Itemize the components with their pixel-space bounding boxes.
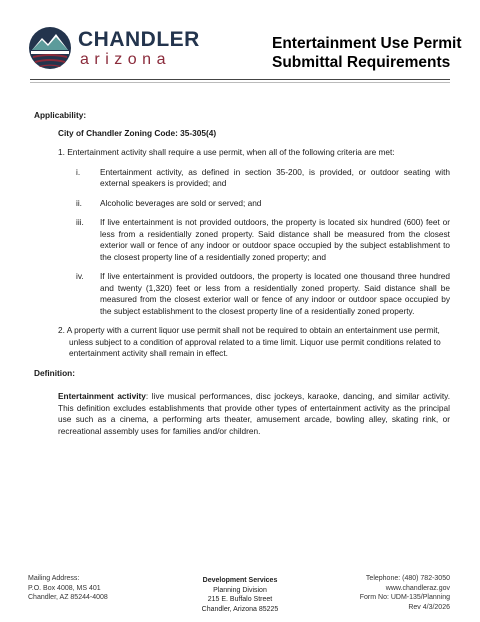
definition-heading: Definition: (34, 367, 76, 378)
document-title (272, 34, 462, 72)
footer-center-line: 215 E. Buffalo Street (207, 596, 273, 603)
subitem-i (34, 167, 450, 190)
subitem-number: ii. (76, 197, 82, 208)
title-line-2: Submittal Requirements (272, 54, 451, 71)
subitem-iii (34, 217, 450, 263)
criteria-item-1: 1. Entertainment activity shall require a use permit, when all of the following criteria are met: (58, 147, 395, 157)
subitem-number: iv. (76, 271, 84, 281)
subitem-ii (34, 198, 450, 210)
logo-name: CHANDLER (78, 28, 200, 51)
footer-left-line: Mailing Address: (28, 575, 80, 582)
definition-paragraph (58, 391, 450, 437)
document-body (34, 110, 450, 437)
subitem-iv (34, 271, 450, 317)
city-logo (28, 24, 200, 72)
subitem-text: If live entertainment is not provided outdoors, the property is located six hundred (600) feet or less from a residentially zoned property. Said distance shall be measured from the closest exterior wall or fence of any indoor or outdoor space occupied by the subject establishment to the closest property line of a residentially zoned property; and (100, 217, 450, 262)
subitem-number: iii. (76, 217, 84, 227)
footer-department: Development Services (202, 577, 278, 584)
definition-term: Entertainment activity (58, 391, 146, 401)
definition-text: : live musical performances, disc jockeys, karaoke, dancing, and similar activity. This definition excludes establishments that provide other types of entertainment activity as the principal use such as a cinema, a performing arts theater, amusement arcade, bowling alley, skating rink, or recreational assembly uses for families and/or children. (58, 391, 450, 436)
header-divider-secondary (30, 82, 450, 83)
footer-left-line: Chandler, AZ 85244-4008 (28, 594, 108, 601)
header-divider (30, 79, 450, 80)
subitem-text: Alcoholic beverages are sold or served; and (100, 197, 262, 208)
subitem-number: i. (76, 166, 81, 177)
subitem-text: If live entertainment is provided outdoors, the property is located one thousand three hundred and twenty (1,320) feet or less from a residentially zoned property. Said distance shall be measured from the closest exterior wall or fence of any indoor or outdoor space occupied by the subject establishment to the closest property line of a residentially zoned property. (100, 271, 450, 316)
title-line-1: Entertainment Use Permit (272, 35, 462, 52)
footer-revision: Rev 4/3/2026 (408, 603, 450, 611)
applicability-heading: Applicability: (34, 110, 87, 120)
footer-telephone: Telephone: (480) 782-3050 (365, 575, 450, 582)
footer-form-number: Form No: UDM-135/Planning (359, 594, 450, 601)
chandler-mountain-logo-icon (28, 26, 72, 70)
criteria-item-2: 2. A property with a current liquor use permit shall not be required to obtain an entertainment use permit, unless subject to a condition of approval related to a time limit. Liquor use permit conditions related to entertainment activity shall remain in effect. (58, 325, 441, 358)
footer-center-line: Planning Division (213, 586, 267, 594)
footer-left-line: P.O. Box 4008, MS 401 (28, 584, 101, 592)
zoning-code-reference: City of Chandler Zoning Code: 35-305(4) (58, 127, 217, 138)
footer-center-line: Chandler, Arizona 85225 (201, 605, 279, 613)
subitem-text: Entertainment activity, as defined in section 35-200, is provided, or outdoor seating with external speakers is provided; and (100, 166, 450, 188)
footer-website: www.chandleraz.gov (385, 584, 450, 592)
logo-subtitle: arizona (80, 51, 171, 68)
contact-info (360, 574, 450, 612)
